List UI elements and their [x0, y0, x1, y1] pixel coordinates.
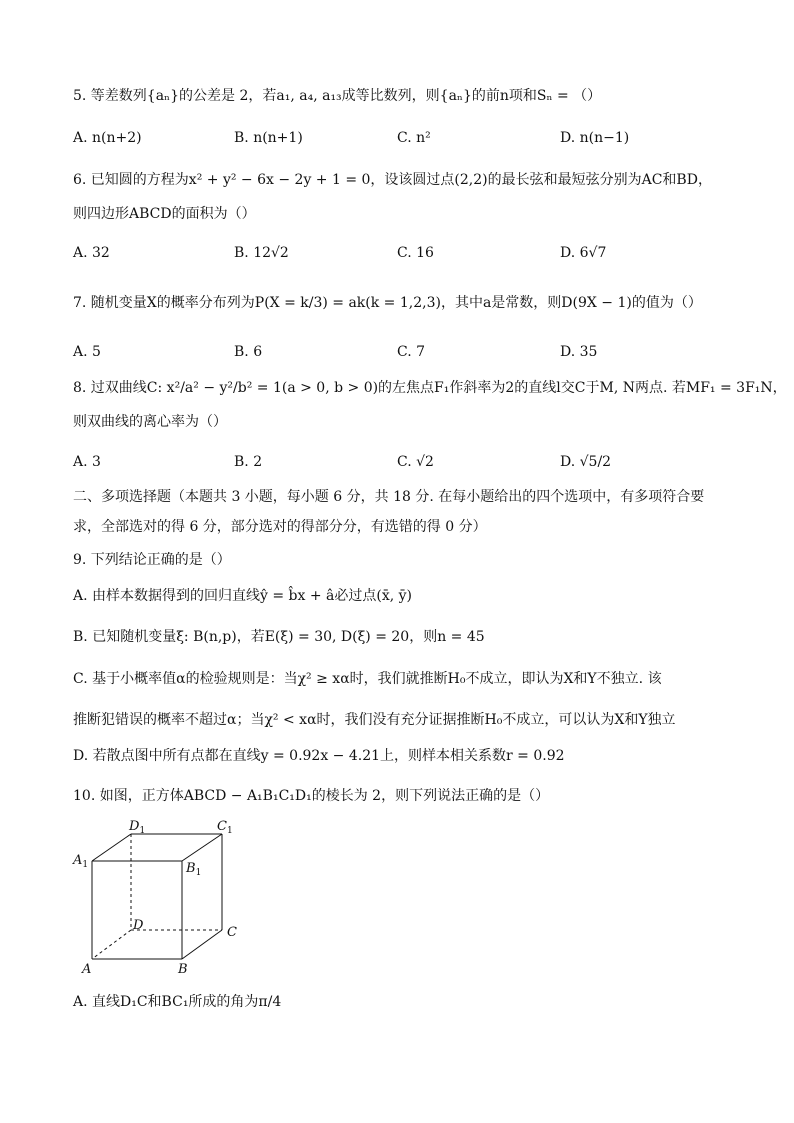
q7-stem: 7. 随机变量X的概率分布列为P(X = k/3) = ak(k = 1,2,3)，其中a是常数，则D(9X − 1)的值为（） — [73, 295, 702, 311]
label-A1: $A_1$ — [73, 853, 89, 870]
q5-stem: 5. 等差数列{aₙ}的公差是 2，若a₁, a₄, a₁₃成等比数列，则{aₙ}的前n项和Sₙ = （） — [73, 88, 602, 104]
q6-stem-line2: 则四边形ABCD的面积为（） — [73, 206, 256, 222]
q9-option-b: B. 已知随机变量ξ: B(n,p)，若E(ξ) = 30, D(ξ) = 20，则n = 45 — [73, 629, 485, 645]
section2-heading-line2: 求，全部选对的得 6 分，部分选对的得部分分，有选错的得 0 分） — [73, 519, 487, 535]
section2-heading-line1: 二、多项选择题（本题共 3 小题，每小题 6 分，共 18 分. 在每小题给出的四个选项中，有多项符合要 — [73, 489, 705, 505]
q8-option-c: C. √2 — [397, 454, 434, 470]
q5-option-a: A. n(n+2) — [73, 130, 142, 146]
q8-option-b: B. 2 — [234, 454, 263, 470]
label-A: A — [82, 962, 92, 977]
q10-option-a: A. 直线D₁C和BC₁所成的角为π/4 — [73, 994, 282, 1010]
label-C: C — [227, 925, 237, 940]
q8-stem-line2: 则双曲线的离心率为（） — [73, 414, 227, 430]
q6-option-c: C. 16 — [397, 245, 434, 261]
q7-option-c: C. 7 — [397, 344, 426, 360]
q9-option-d: D. 若散点图中所有点都在直线y = 0.92x − 4.21上，则样本相关系数r = 0.92 — [73, 748, 565, 764]
label-B1: $B_1$ — [186, 861, 202, 878]
q6-option-a: A. 32 — [73, 245, 110, 261]
q8-stem-line1: 8. 过双曲线C: x²/a² − y²/b² = 1(a > 0, b > 0)的左焦点F₁作斜率为2的直线l交C于M, N两点. 若MF₁ = 3F₁N， — [73, 380, 787, 396]
q6-option-b: B. 12√2 — [234, 245, 289, 261]
q7-option-a: A. 5 — [73, 344, 101, 360]
q9-stem: 9. 下列结论正确的是（） — [73, 552, 231, 568]
q6-stem-line1: 6. 已知圆的方程为x² + y² − 6x − 2y + 1 = 0，设该圆过点(2,2)的最长弦和最短弦分别为AC和BD， — [73, 172, 712, 188]
q9-option-c-line2: 推断犯错误的概率不超过α；当χ² < xα时，我们没有充分证据推断H₀不成立，可以认为X和Y独立 — [73, 712, 676, 728]
q7-option-d: D. 35 — [560, 344, 598, 360]
label-D1: $D_1$ — [129, 819, 146, 836]
label-D: D — [133, 918, 144, 933]
q5-option-c: C. n² — [397, 130, 431, 146]
q6-option-d: D. 6√7 — [560, 245, 607, 261]
label-C1: $C_1$ — [217, 819, 233, 836]
q8-option-a: A. 3 — [73, 454, 101, 470]
q10-stem: 10. 如图，正方体ABCD − A₁B₁C₁D₁的棱长为 2，则下列说法正确的是（） — [73, 788, 550, 804]
q9-option-a: A. 由样本数据得到的回归直线ŷ = b̂x + â必过点(x̄, ȳ) — [73, 588, 413, 604]
label-B: B — [178, 962, 188, 977]
q9-option-c-line1: C. 基于小概率值α的检验规则是：当χ² ≥ xα时，我们就推断H₀不成立，即认为X和Y不独立. 该 — [73, 671, 662, 687]
q7-option-b: B. 6 — [234, 344, 263, 360]
cube-figure — [72, 812, 252, 982]
q5-option-b: B. n(n+1) — [234, 130, 303, 146]
q8-option-d: D. √5/2 — [560, 454, 612, 470]
q5-option-d: D. n(n−1) — [560, 130, 630, 146]
